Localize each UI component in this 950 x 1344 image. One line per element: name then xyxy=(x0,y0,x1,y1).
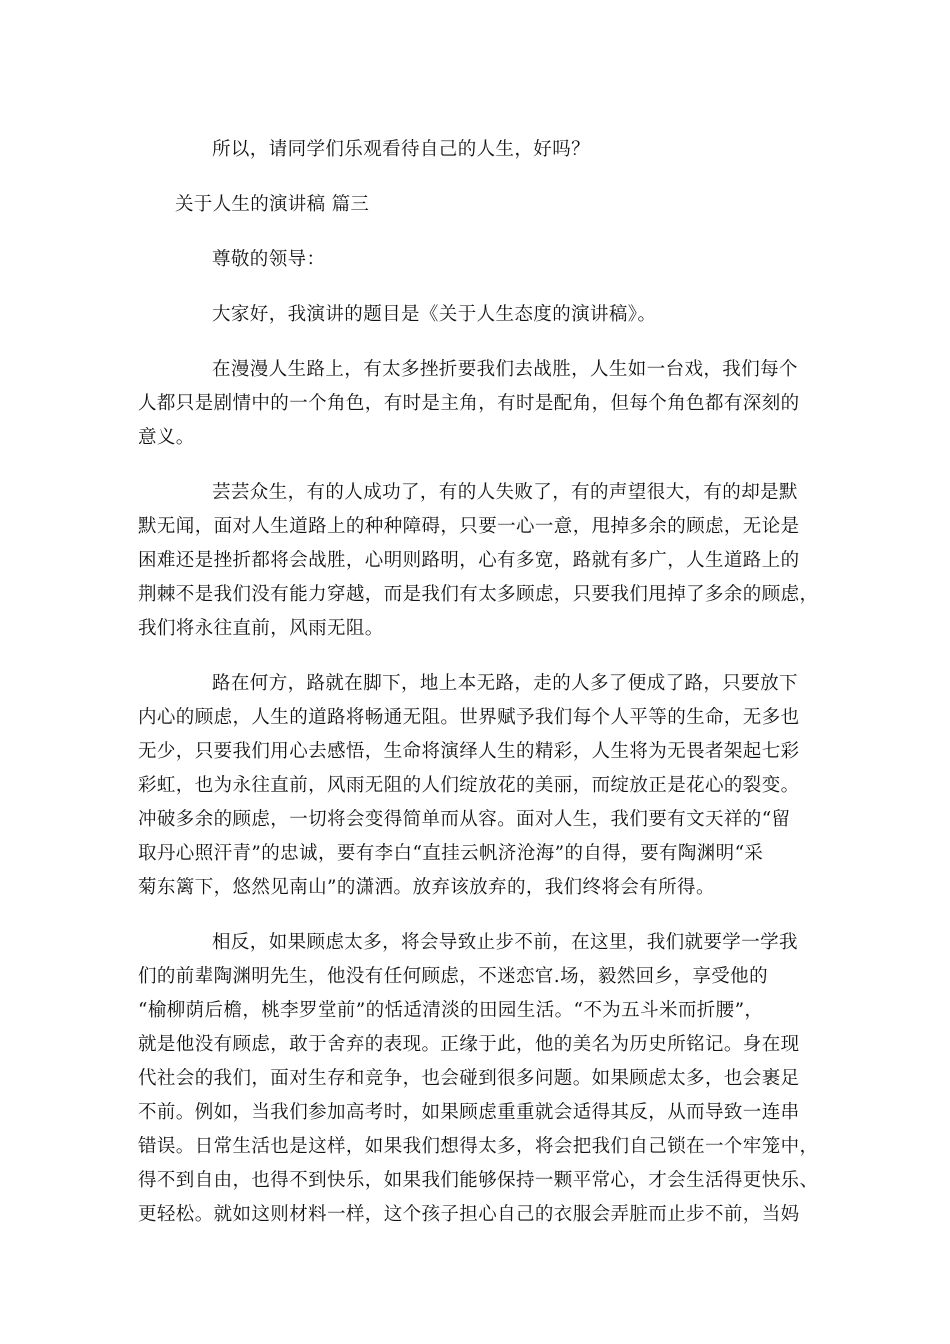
paragraph-4-line-9: 更轻松。就如这则材料一样，这个孩子担心自己的衣服会弄脏而止步不前，当妈 xyxy=(138,1204,800,1225)
paragraph-1-line-3: 意义。 xyxy=(138,427,195,448)
paragraph-2-line-3: 困难还是挫折都将会战胜，心明则路明，心有多宽，路就有多广，人生道路上的 xyxy=(138,550,800,571)
paragraph-3-line-6: 取丹心照汗青”的忠诚，要有李白“直挂云帆济沧海”的自得，要有陶渊明“采 xyxy=(138,843,764,864)
paragraph-1-line-2: 人都只是剧情中的一个角色，有时是主角，有时是配角，但每个角色都有深刻的 xyxy=(138,393,800,414)
closing-question: 所以，请同学们乐观看待自己的人生，好吗？ xyxy=(212,139,591,160)
paragraph-3-line-3: 无少，只要我们用心去感悟，生命将演绎人生的精彩，人生将为无畏者架起七彩 xyxy=(138,741,800,762)
intro-line: 大家好，我演讲的题目是《关于人生态度的演讲稿》。 xyxy=(212,304,657,325)
paragraph-4-line-7: 错误。日常生活也是这样，如果我们想得太多，将会把我们自己锁在一个牢笼中， xyxy=(138,1136,819,1157)
paragraph-4-line-1: 相反，如果顾虑太多，将会导致止步不前，在这里，我们就要学一学我 xyxy=(212,932,798,953)
paragraph-2-line-2: 默无闻，面对人生道路上的种种障碍，只要一心一意，甩掉多余的顾虑，无论是 xyxy=(138,516,800,537)
salutation: 尊敬的领导： xyxy=(212,249,326,270)
paragraph-3-line-1: 路在何方，路就在脚下，地上本无路，走的人多了便成了路，只要放下 xyxy=(212,673,798,694)
paragraph-4-line-5: 代社会的我们，面对生存和竞争，也会碰到很多问题。如果顾虑太多，也会裹足 xyxy=(138,1068,800,1089)
paragraph-2-line-1: 芸芸众生，有的人成功了，有的人失败了，有的声望很大，有的却是默 xyxy=(212,482,798,503)
section-heading: 关于人生的演讲稿 篇三 xyxy=(175,194,370,215)
paragraph-3-line-4: 彩虹，也为永往直前，风雨无阻的人们绽放花的美丽，而绽放正是花心的裂变。 xyxy=(138,775,800,796)
paragraph-4-line-4: 就是他没有顾虑，敢于舍弃的表现。正缘于此，他的美名为历史所铭记。身在现 xyxy=(138,1034,800,1055)
paragraph-2-line-4: 荆棘不是我们没有能力穿越，而是我们有太多顾虑，只要我们甩掉了多余的顾虑， xyxy=(138,584,819,605)
paragraph-1-line-1: 在漫漫人生路上，有太多挫折要我们去战胜，人生如一台戏，我们每个 xyxy=(212,359,798,380)
paragraph-2-line-5: 我们将永往直前，风雨无阻。 xyxy=(138,618,384,639)
paragraph-4-line-6: 不前。例如，当我们参加高考时，如果顾虑重重就会适得其反，从而导致一连串 xyxy=(138,1102,800,1123)
paragraph-3-line-5: 冲破多余的顾虑，一切将会变得简单而从容。面对人生，我们要有文天祥的“留 xyxy=(138,809,791,830)
paragraph-4-line-2: 们的前辈陶渊明先生，他没有任何顾虑，不迷恋官.场，毅然回乡，享受他的 xyxy=(138,966,768,987)
paragraph-3-line-2: 内心的顾虑，人生的道路将畅通无阻。世界赋予我们每个人平等的生命，无多也 xyxy=(138,707,800,728)
paragraph-4-line-3: “榆柳荫后檐，桃李罗堂前”的恬适清淡的田园生活。“不为五斗米而折腰”， xyxy=(138,1000,764,1021)
paragraph-3-line-7: 菊东篱下，悠然见南山”的潇洒。放弃该放弃的，我们终将会有所得。 xyxy=(138,877,715,898)
paragraph-4-line-8: 得不到自由，也得不到快乐，如果我们能够保持一颗平常心，才会生活得更快乐、 xyxy=(138,1170,819,1191)
